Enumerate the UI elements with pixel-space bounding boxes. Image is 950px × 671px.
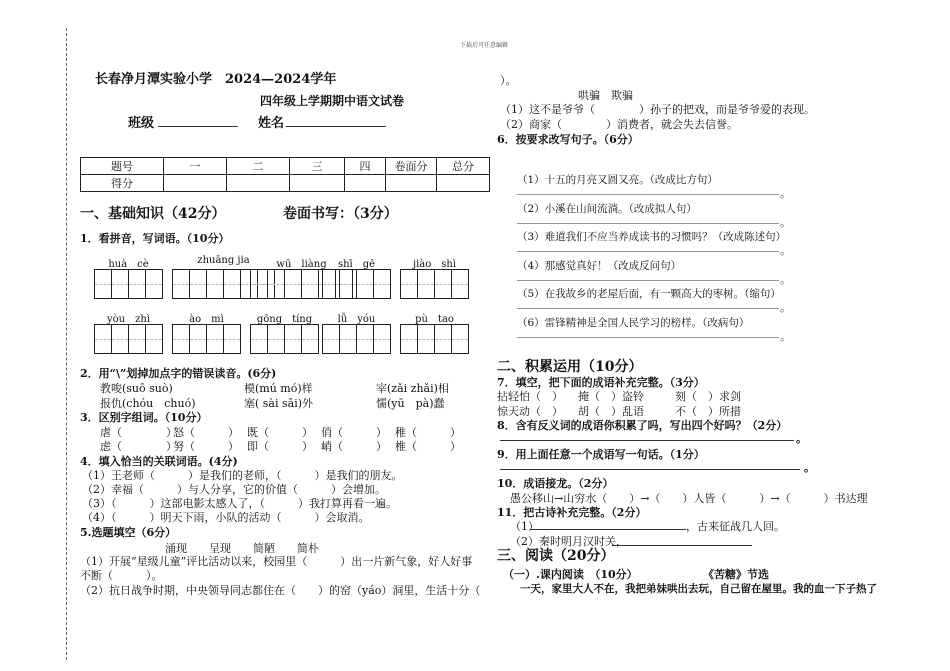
q4-item[interactable]: （4）（ ）明天下雨，小队的活动（ ）会取消。 xyxy=(82,511,370,524)
q6-answer-line[interactable] xyxy=(517,251,779,252)
pinyin-label: shī gē xyxy=(337,259,376,270)
pinyin-label: wū liàng xyxy=(276,259,327,270)
score-header: 三 xyxy=(290,158,345,175)
character-boxes[interactable] xyxy=(400,269,469,299)
exam-title: 四年级上学期期中语文试卷 xyxy=(260,94,405,108)
q11-line-2: （2）秦时明月汉时关， xyxy=(510,535,627,548)
character-boxes[interactable] xyxy=(94,324,163,354)
reading-text: 一天，家里大人不在，我把弟妹哄出去玩，自己留在屋里。我的血一下子热了 xyxy=(520,583,877,595)
q5-word-bank: 涌现 呈现 简陋 简朴 xyxy=(165,542,319,555)
q6-title: 6．按要求改写句子。（6分） xyxy=(497,133,639,146)
q3-item[interactable]: 既（ ） xyxy=(247,426,313,439)
q11-line-1: ，古来征战几人回。 xyxy=(686,520,785,533)
q3-item[interactable]: 俏（ ） xyxy=(321,426,387,439)
pinyin-word-group xyxy=(172,310,241,354)
pinyin-word-group xyxy=(400,310,469,354)
character-box[interactable] xyxy=(268,325,285,353)
q4-item[interactable]: （1）王老师（ ）是我们的老师，（ ）是我们的朋友。 xyxy=(82,469,403,482)
q5-word-bank-2: 哄骗 欺骗 xyxy=(578,89,633,102)
score-cell[interactable] xyxy=(437,175,490,192)
pinyin-label: pù tao xyxy=(415,314,454,325)
character-box[interactable] xyxy=(224,325,240,353)
character-box[interactable] xyxy=(374,270,390,298)
reading-heading: （一）.课内阅读 （10分） xyxy=(503,568,638,581)
class-field[interactable] xyxy=(158,126,238,127)
score-cell[interactable] xyxy=(345,175,386,192)
q3-item[interactable]: 努（ ） xyxy=(173,440,239,453)
character-box[interactable] xyxy=(418,325,435,353)
q3-item[interactable]: 虐（ ） xyxy=(100,426,177,439)
pinyin-label: jiào shì xyxy=(412,259,457,270)
score-header: 一 xyxy=(164,158,227,175)
character-boxes[interactable] xyxy=(94,269,163,299)
class-label: 班级 xyxy=(128,116,155,131)
character-box[interactable] xyxy=(207,325,224,353)
character-box[interactable] xyxy=(173,325,190,353)
character-box[interactable] xyxy=(452,325,468,353)
name-label: 姓名 xyxy=(258,116,285,131)
q3-item[interactable]: 虑（ ） xyxy=(100,440,177,453)
character-box[interactable] xyxy=(418,270,435,298)
pinyin-label: gōng tíng xyxy=(256,314,313,325)
q7-item[interactable]: 掩（ ）盗铃 xyxy=(578,390,644,403)
pinyin-word-group xyxy=(322,255,391,299)
q6-period: 。 xyxy=(780,301,791,314)
score-cell[interactable] xyxy=(227,175,290,192)
pinyin-word-group xyxy=(250,310,319,354)
character-box[interactable] xyxy=(357,270,374,298)
q4-item[interactable]: （3）（ ）这部电影太感人了，（ ）我打算再看一遍。 xyxy=(82,497,397,510)
character-box[interactable] xyxy=(224,270,241,298)
q8-title: 8．含有反义词的成语你积累了吗，写出四个好吗？（2分） xyxy=(497,419,788,432)
character-boxes[interactable] xyxy=(250,324,319,354)
score-row-label: 得分 xyxy=(81,175,164,192)
q6-answer-line[interactable] xyxy=(517,337,779,338)
character-box[interactable] xyxy=(285,325,302,353)
q2-item[interactable]: 懦(yū pà)蠢 xyxy=(376,397,445,410)
pinyin-label: yòu zhì xyxy=(106,314,151,325)
score-cell[interactable] xyxy=(164,175,227,192)
character-box[interactable] xyxy=(129,270,146,298)
character-box[interactable] xyxy=(374,325,390,353)
character-boxes[interactable] xyxy=(322,269,391,299)
character-box[interactable] xyxy=(207,270,224,298)
q6-item: （2）小溪在山间流淌。（改成拟人句） xyxy=(517,202,697,215)
q6-answer-line[interactable] xyxy=(517,308,779,309)
q2-title: 2．用“\”划掉加点字的错误读音。(6分) xyxy=(80,367,277,380)
score-header: 二 xyxy=(227,158,290,175)
character-box[interactable] xyxy=(146,270,162,298)
q5-title: 5.选题填空（6分） xyxy=(80,526,177,539)
pinyin-label: ào mì xyxy=(189,314,224,325)
q6-answer-line[interactable] xyxy=(517,194,779,195)
q2-item[interactable]: 报仇(chóu chuó) xyxy=(100,397,196,410)
q3-title: 3．区别字组词。（10分） xyxy=(80,411,208,424)
q10-title: 10．成语接龙。（2分） xyxy=(497,477,614,490)
school-title: 长春净月潭实验小学 2024—2024学年 xyxy=(95,72,337,87)
character-box[interactable] xyxy=(401,325,418,353)
character-box[interactable] xyxy=(95,325,112,353)
q11-blank-2[interactable] xyxy=(612,545,752,546)
score-header: 题号 xyxy=(81,158,164,175)
q3-item[interactable]: 椎（ ） xyxy=(395,440,461,453)
score-table xyxy=(80,157,490,192)
character-box[interactable] xyxy=(190,270,207,298)
q4-title: 4．填入恰当的关联词语。(4分) xyxy=(80,455,238,468)
character-box[interactable] xyxy=(340,325,357,353)
character-box[interactable] xyxy=(129,325,146,353)
q11-title: 11．把古诗补充完整。（2分） xyxy=(497,506,647,519)
q5-item[interactable]: （1）这不是爷爷（ ）孙子的把戏，而是爷爷爱的表现。 xyxy=(500,103,815,116)
reading-title: 《苦糖》节选 xyxy=(703,568,769,581)
pinyin-label: zhuāng jia xyxy=(197,255,250,266)
character-box[interactable] xyxy=(173,270,190,298)
q6-item: （1）十五的月亮又圆又亮。（改成比方句） xyxy=(517,174,718,186)
character-box[interactable] xyxy=(146,325,162,353)
q7-item[interactable]: 不（ ）所措 xyxy=(675,405,741,418)
q5-text[interactable]: （1）开展“星级儿童”评比活动以来，校园里（ ）出一片新气象，好人好事 xyxy=(80,555,473,568)
binding-line xyxy=(66,28,67,660)
q7-item[interactable]: 惊天动（ ） xyxy=(497,405,563,418)
q7-item[interactable]: 刻（ ）求剑 xyxy=(675,390,741,403)
q2-item[interactable]: 模(mú mó)样 xyxy=(244,382,313,395)
character-boxes[interactable] xyxy=(322,324,391,354)
name-field[interactable] xyxy=(286,126,386,127)
character-box[interactable] xyxy=(357,325,374,353)
section-2-title: 二、积累运用（10分） xyxy=(497,359,643,375)
character-box[interactable] xyxy=(323,270,340,298)
q6-item: （3）难道我们不应当养成读书的习惯吗？（改成陈述句） xyxy=(517,231,787,243)
header-note: 下载后可任意编辑 xyxy=(460,42,509,49)
q6-item: （5）在我故乡的老屋后面，有一颗高大的枣树。（缩句） xyxy=(517,288,781,300)
character-boxes[interactable] xyxy=(400,324,469,354)
q9-period: 。 xyxy=(804,461,815,474)
q11-blank-1[interactable] xyxy=(530,529,686,530)
character-box[interactable] xyxy=(190,325,207,353)
handwriting-score: 卷面书写：（3分） xyxy=(283,206,398,222)
character-box[interactable] xyxy=(302,325,318,353)
character-box[interactable] xyxy=(435,270,452,298)
character-box[interactable] xyxy=(435,325,452,353)
character-box[interactable] xyxy=(251,270,268,298)
character-box[interactable] xyxy=(251,325,268,353)
character-box[interactable] xyxy=(268,270,285,298)
section-3-title: 三、阅读（20分） xyxy=(497,548,615,564)
character-box[interactable] xyxy=(302,270,319,298)
pinyin-label: lǚ yóu xyxy=(337,314,376,325)
q2-item[interactable]: 塞( sài sāi)外 xyxy=(244,397,314,410)
pinyin-word-group xyxy=(400,255,469,299)
q5-text[interactable]: （2）抗日战争时期，中央领导同志都住在（ ）的窑（yáo）洞里，生活十分（ xyxy=(80,584,481,597)
character-box[interactable] xyxy=(112,270,129,298)
q3-item[interactable]: 峭（ ） xyxy=(321,440,387,453)
score-cell[interactable] xyxy=(290,175,345,192)
q7-title: 7．填空，把下面的成语补充完整。（3分） xyxy=(497,376,705,389)
score-header: 卷面分 xyxy=(386,158,437,175)
q6-answer-line[interactable] xyxy=(517,223,779,224)
pinyin-word-group xyxy=(322,310,391,354)
character-box[interactable] xyxy=(285,270,302,298)
q11-prefix: （1） xyxy=(510,520,539,533)
q3-item[interactable]: 即（ ） xyxy=(247,440,313,453)
q6-answer-line[interactable] xyxy=(517,280,779,281)
q8-period: 。 xyxy=(796,432,807,445)
score-cell[interactable] xyxy=(386,175,437,192)
q5-item[interactable]: （2）商家（ ）消费者，就会失去信誉。 xyxy=(500,118,738,131)
character-box[interactable] xyxy=(323,325,340,353)
q9-title: 9．用上面任意一个成语写一句话。（1分） xyxy=(497,448,705,461)
q2-item[interactable]: 教唆(suō suò) xyxy=(100,382,173,395)
q7-item[interactable]: 拈轻怕（ ） xyxy=(497,390,563,403)
q6-period: 。 xyxy=(780,329,791,343)
character-box[interactable] xyxy=(95,270,112,298)
q9-answer-line[interactable] xyxy=(500,469,800,470)
character-box[interactable] xyxy=(112,325,129,353)
q10-text[interactable]: 愚公移山→山穷水（ ）→（ ）人皆（ ）→（ ）书达理 xyxy=(510,492,868,505)
q5-continuation: ）。 xyxy=(500,74,517,87)
character-box[interactable] xyxy=(401,270,418,298)
q6-period: 。 xyxy=(780,187,791,200)
q1-title: 1．看拼音，写词语。（10分） xyxy=(80,232,230,245)
character-boxes[interactable] xyxy=(172,324,241,354)
score-header: 总分 xyxy=(437,158,490,175)
q6-period: 。 xyxy=(780,215,791,229)
q6-period: 。 xyxy=(780,244,791,257)
character-box[interactable] xyxy=(340,270,357,298)
q7-item[interactable]: 胡（ ）乱语 xyxy=(578,405,644,418)
q6-period: 。 xyxy=(780,272,791,286)
q5-text[interactable]: 不断（ ）。 xyxy=(80,569,163,582)
pinyin-word-group xyxy=(94,255,163,299)
pinyin-label: huà cè xyxy=(108,259,149,270)
pinyin-word-group xyxy=(94,310,163,354)
q3-item[interactable]: 稚（ ） xyxy=(395,426,461,439)
q6-item: （6）雷锋精神是全国人民学习的榜样。（改病句） xyxy=(517,316,750,329)
section-1-title: 一、基础知识（42分） xyxy=(80,206,226,222)
q4-item[interactable]: （2）幸福（ ）与人分享，它的价值（ ）会增加。 xyxy=(82,483,386,496)
q8-answer-line[interactable] xyxy=(500,440,794,441)
score-header: 四 xyxy=(345,158,386,175)
q3-item[interactable]: 怒（ ） xyxy=(173,426,239,439)
q2-item[interactable]: 宰(zǎi zhǎi)相 xyxy=(376,382,449,395)
q6-item: （4）那感觉真好！（改成反问句） xyxy=(517,259,682,272)
character-box[interactable] xyxy=(452,270,468,298)
